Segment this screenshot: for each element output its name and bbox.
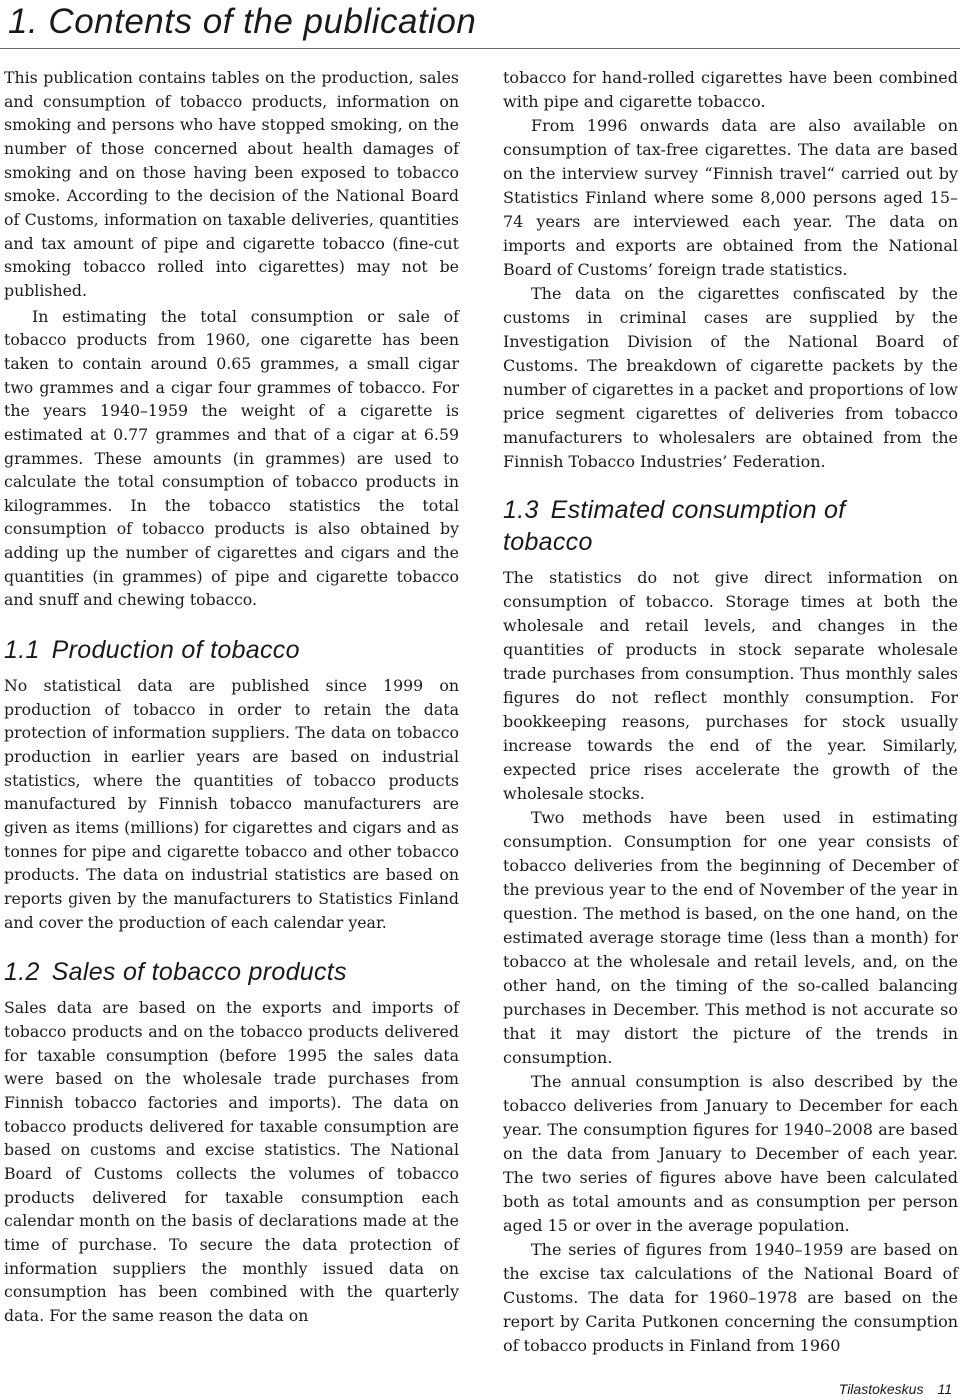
section-number: 1.3 <box>503 496 539 524</box>
sales-paragraph-3: The data on the cigarettes confiscated by the customs in criminal cases are supplied by the Investigation Division of the National Board of Customs. The breakdown of cigarette packets by the number of cigarettes in a packet and proportions of low price segment cigarettes of deliveries from tobacco manufacturers to wholesalers are obtained from the Finnish Tobacco Industries’ Federation. <box>503 284 958 471</box>
page-footer <box>839 1381 952 1397</box>
page-title: 1. Contents of the publication <box>8 2 477 41</box>
right-column <box>503 66 958 1358</box>
intro-paragraph-2: In estimating the total consumption or sale of tobacco products from 1960, one cigarette has been taken to contain around 0.65 grammes, a small cigar two grammes and a cigar four grammes of tobacco. For the years 1940–1959 the weight of a cigarette is estimated at 0.77 grammes and that of a cigar at 6.59 grammes. These amounts (in grammes) are used to calculate the total consumption of tobacco products in kilogrammes. In the tobacco statistics the total consumption of tobacco products is also obtained by adding up the number of cigarettes and cigars and the quantities (in grammes) of pipe and cigarette tobacco and snuff and chewing tobacco. <box>4 306 459 610</box>
sales-paragraph-2: From 1996 onwards data are also available on consumption of tax-free cigarettes. The data are based on the interview survey “Finnish travel“ carried out by Statistics Finland where some 8,000 persons aged 15–74 years are interviewed each year. The data on imports and exports are obtained from the National Board of Customs’ foreign trade statistics. <box>503 116 958 279</box>
section-heading-production <box>4 634 459 666</box>
title-rule <box>0 48 960 49</box>
section-title: Sales of tobacco products <box>51 958 347 987</box>
consumption-paragraph-2: Two methods have been used in estimating consumption. Consumption for one year consists of tobacco deliveries from the beginning of December of the previous year to the end of November of the year in question. The method is based, on the one hand, on the estimated average storage time (less than a month) for tobacco at the wholesale and retail levels, and, on the other hand, on the timing of the so-called balancing purchases in December. This method is not accurate so that it may distort the picture of the trends in consumption. <box>503 808 958 1067</box>
production-paragraph: No statistical data are published since 1999 on production of tobacco in order to retain the data protection of information suppliers. The data on tobacco production in earlier years are based on industrial statistics, where the quantities of tobacco products manufactured by Finnish tobacco manufacturers are given as items (millions) for cigarettes and cigars and as tonnes for pipe and cigarette tobacco and other tobacco products. The data on industrial statistics are based on reports given by the manufacturers to Statistics Finland and cover the production of each calendar year. <box>4 676 459 932</box>
consumption-paragraph-1: The statistics do not give direct information on consumption of tobacco. Storage times at both the wholesale and retail levels, and changes in the quantities of products in stock separate wholesale trade purchases from consumption. Thus monthly sales figures do not reflect monthly consumption. For bookkeeping reasons, purchases for stock usually increase towards the end of the year. Similarly, expected price rises accelerate the growth of the wholesale stocks. <box>503 568 958 803</box>
section-title: Estimated consumption of tobacco <box>503 496 846 556</box>
consumption-paragraph-4: The series of figures from 1940–1959 are based on the excise tax calculations of the National Board of Customs. The data for 1960–1978 are based on the report by Carita Putkonen concerning the consumption of tobacco products in Finland from 1960 <box>503 1240 958 1355</box>
section-heading-consumption <box>503 494 883 558</box>
page-number: 11 <box>937 1381 952 1397</box>
section-title: Production of tobacco <box>51 636 300 665</box>
left-column <box>4 66 459 1328</box>
section-number: 1.1 <box>4 636 40 665</box>
intro-paragraph-1: This publication contains tables on the production, sales and consumption of tobacco products, information on smoking and persons who have stopped smoking, on the number of those concerned about health damages of smoking and on those having been exposed to tobacco smoke. According to the decision of the National Board of Customs, information on taxable deliveries, quantities and tax amount of pipe and cigarette tobacco (fine-cut smoking tobacco rolled into cigarettes) may not be published. <box>4 68 459 300</box>
sales-paragraph-1: Sales data are based on the exports and imports of tobacco products and on the tobacco products delivered for taxable consumption (before 1995 the sales data were based on the wholesale trade purchases from Finnish tobacco factories and imports). The data on tobacco products delivered for taxable consumption are based on customs and excise statistics. The National Board of Customs collects the volumes of tobacco products delivered for taxable consumption each calendar month on the basis of declarations made at the time of purchase. To secure the data protection of information suppliers the monthly issued data on consumption has been combined with the quarterly data. For the same reason the data on <box>4 998 459 1325</box>
sales-paragraph-1-continued: tobacco for hand-rolled cigarettes have been combined with pipe and cigarette tobacco. <box>503 68 958 111</box>
section-heading-sales <box>4 956 459 988</box>
consumption-paragraph-3: The annual consumption is also described by the tobacco deliveries from January to December for each year. The consumption figures for 1940–2008 are based on the data from January to December of each year. The two series of figures above have been calculated both as total amounts and as consumption per person aged 15 or over in the average population. <box>503 1072 958 1235</box>
footer-publisher: Tilastokeskus <box>838 1381 924 1397</box>
section-number: 1.2 <box>4 958 40 987</box>
